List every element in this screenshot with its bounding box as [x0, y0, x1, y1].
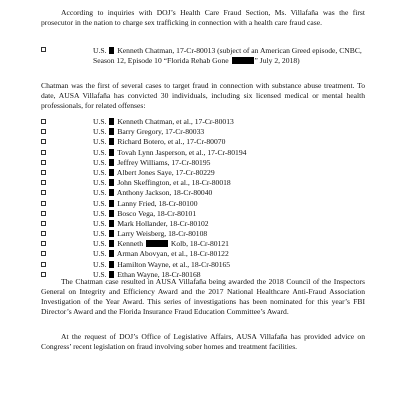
case-item-text — [93, 46, 373, 66]
checkbox-icon — [41, 139, 46, 144]
paragraph-chatman-cases: Chatman was the first of several cases to target fraud in connection with substance abuse treatment. To date, AUSA Villafaña has convicted 30 individuals, including six licensed medical or mental health professionals, for related offenses: — [41, 81, 365, 110]
redaction-block — [109, 240, 114, 247]
case-text: Ethan Wayne, 18-Cr-80168 — [117, 269, 201, 279]
checkbox-icon — [41, 201, 46, 206]
checkbox-icon — [41, 180, 46, 185]
case-text: Barry Gregory, 17-Cr-80033 — [117, 127, 205, 137]
checkbox-icon — [41, 262, 46, 267]
checkbox-icon — [41, 47, 46, 52]
case-text: Tovah Lynn Jasperson, et al., 17-Cr-80194 — [117, 147, 247, 157]
paragraph-awards: The Chatman case resulted in AUSA Villafaña being awarded the 2018 Council of the Inspectors General on Integrity and Efficiency Award and the 2017 National Healthcare Anti-Fraud Association Investigation of the Year Award. This series of investigations has been nominated for this year’s FBI Director’s Award and the Florida Insurance Fraud Education Committee’s Award. — [41, 277, 365, 316]
list-item — [41, 229, 371, 239]
redaction-block — [109, 138, 114, 145]
list-item — [41, 199, 371, 209]
checkbox-icon — [41, 119, 46, 124]
checkbox-icon — [41, 251, 46, 256]
case-text: Mark Hollander, 18-Cr-80102 — [117, 218, 209, 228]
redaction-block — [146, 240, 168, 247]
case-prefix: U.S. — [93, 208, 107, 218]
case-prefix: U.S. — [93, 269, 107, 279]
redaction-block — [109, 169, 114, 176]
case-prefix: U.S. — [93, 117, 107, 126]
checkbox-icon — [41, 241, 46, 246]
redaction-block — [109, 118, 114, 125]
case-prefix: U.S. — [93, 259, 107, 269]
redaction-block — [109, 200, 114, 207]
case-text: Richard Botero, et al., 17-Cr-80070 — [117, 137, 226, 147]
list-item — [41, 148, 371, 158]
paragraph-legislative-affairs: At the request of DOJ’s Office of Legislative Affairs, AUSA Villafaña has provided advice on Congress’ recent legislation on fraud involving sober homes and treatment facilities. — [41, 332, 365, 351]
checkbox-icon — [41, 160, 46, 165]
case-prefix: U.S. — [93, 167, 107, 177]
checkbox-icon — [41, 170, 46, 175]
case-text: Arman Abovyan, et al., 18-Cr-80122 — [116, 249, 229, 259]
list-item — [41, 158, 371, 168]
case-text-b: ” July 2, 2018) — [254, 56, 300, 65]
redaction-block — [109, 250, 114, 257]
paragraph-first-prosecutor: According to inquiries with DOJ’s Health Care Fraud Section, Ms. Villafaña was the first prosecutor in the nation to charge sex trafficking in connection with a health care fraud case. — [41, 8, 365, 27]
case-prefix: U.S. — [93, 137, 107, 147]
redaction-block — [109, 149, 114, 156]
redaction-block — [109, 210, 114, 217]
case-text-a: Kenneth Chatman, 17-Cr-80013 (subject of an American Greed episode, CNBC, Season 12, Episode 10 “Florida Rehab Gone — [93, 46, 362, 65]
redaction-block — [109, 128, 114, 135]
checkbox-icon — [41, 150, 46, 155]
checkbox-icon — [41, 190, 46, 195]
list-item — [41, 188, 371, 198]
case-prefix: U.S. — [93, 239, 107, 249]
redaction-block — [109, 261, 114, 268]
case-prefix: U.S. — [93, 178, 107, 188]
case-text: Bosco Vega, 18-Cr-80101 — [117, 208, 197, 218]
case-prefix: U.S. — [93, 127, 107, 137]
case-prefix: U.S. — [93, 249, 107, 259]
redaction-block — [109, 159, 114, 166]
case-prefix: U.S. — [93, 229, 107, 239]
case-text: Albert Jones Saye, 17-Cr-80229 — [116, 167, 215, 177]
list-item — [41, 219, 371, 229]
redaction-block — [109, 179, 114, 186]
case-text: John Skeffington, et al., 18-Cr-80018 — [117, 178, 231, 188]
case-prefix: U.S. — [93, 147, 107, 157]
case-prefix: U.S. — [93, 218, 107, 228]
list-item — [41, 137, 371, 147]
case-prefix: U.S. — [93, 46, 107, 55]
list-item — [41, 127, 371, 137]
redaction-block — [109, 47, 114, 54]
case-text: Larry Weisberg, 18-Cr-80108 — [117, 229, 208, 239]
case-text: Anthony Jackson, 18-Cr-80040 — [116, 188, 213, 198]
checkbox-icon — [41, 231, 46, 236]
case-text: Lanny Fried, 18-Cr-80100 — [117, 198, 198, 208]
case-prefix: U.S. — [93, 188, 107, 198]
list-item — [41, 239, 371, 249]
list-item — [41, 168, 371, 178]
redaction-block — [109, 189, 114, 196]
case-text-b: Kolb, 18-Cr-80121 — [170, 239, 229, 249]
case-text: Jeffrey Williams, 17-Cr-80195 — [117, 157, 211, 167]
case-prefix: U.S. — [93, 157, 107, 167]
list-item — [41, 117, 371, 127]
case-text: Kenneth Chatman, et al., 17-Cr-80013 — [117, 117, 234, 126]
list-item — [41, 249, 371, 259]
case-prefix: U.S. — [93, 198, 107, 208]
list-item — [41, 178, 371, 188]
checkbox-icon — [41, 211, 46, 216]
list-item — [41, 260, 371, 270]
checkbox-icon — [41, 129, 46, 134]
case-text-a: Kenneth — [117, 239, 144, 249]
redaction-block — [232, 57, 254, 64]
checkbox-icon — [41, 221, 46, 226]
case-list — [41, 117, 371, 280]
case-text: Hamilton Wayne, et al., 18-Cr-80165 — [117, 259, 231, 269]
redaction-block — [109, 220, 114, 227]
redaction-block — [109, 230, 114, 237]
list-item — [41, 209, 371, 219]
